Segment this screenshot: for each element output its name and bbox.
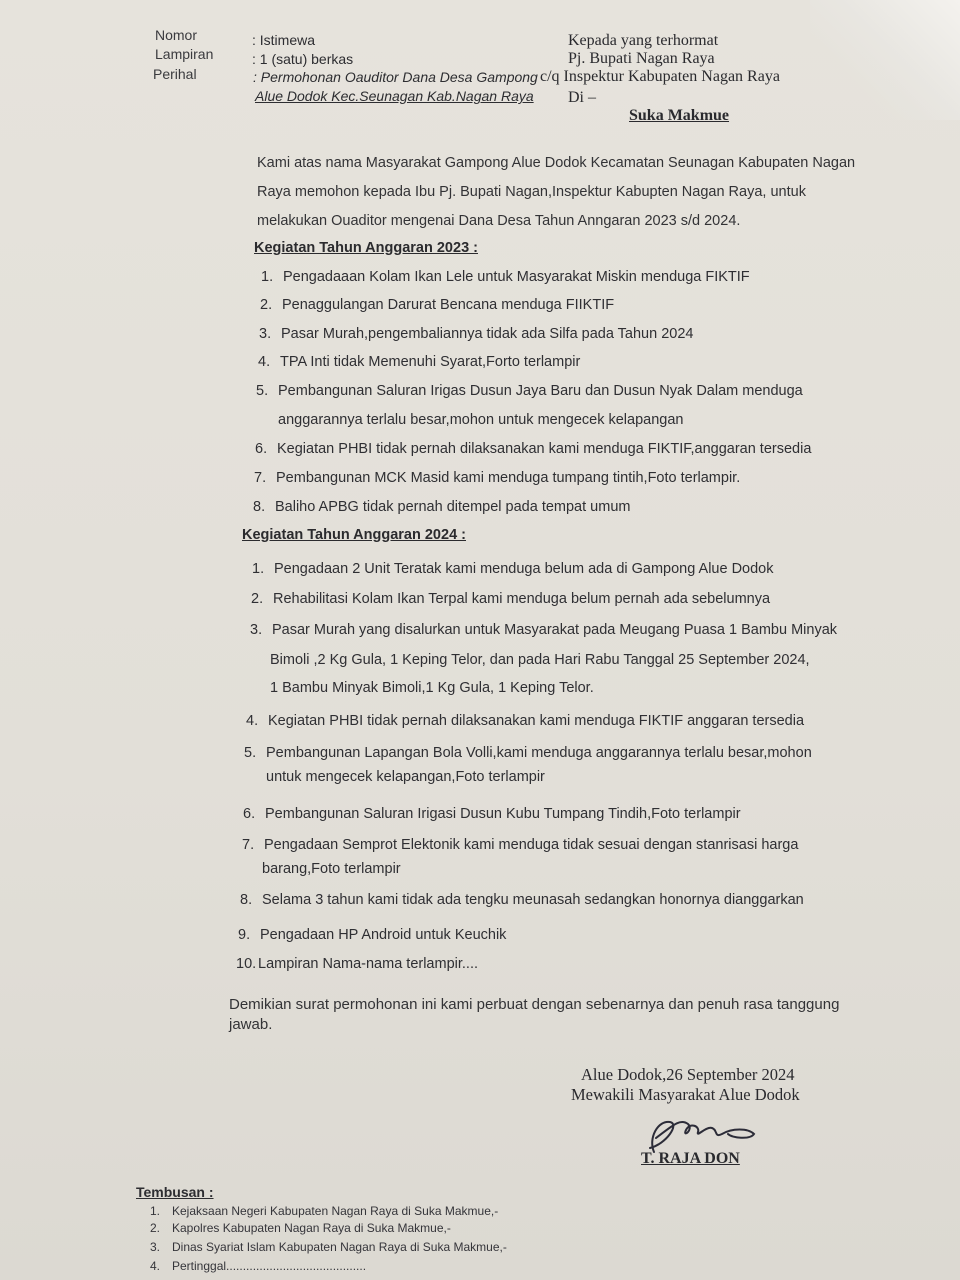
- tembusan-item: [150, 1259, 366, 1273]
- intro-line-2: Raya memohon kepada Ibu Pj. Bupati Nagan,Inspektur Kabupten Nagan Raya, untuk: [257, 184, 806, 200]
- item-2023-item: [260, 297, 614, 313]
- item-2023-item: [253, 499, 630, 515]
- item-2024-item-text: Pengadaan Semprot Elektonik kami menduga tidak sesuai dengan stanrisasi harga: [264, 837, 799, 853]
- recipient-line-1: Kepada yang terhormat: [568, 32, 719, 49]
- item-2023-item: [256, 383, 803, 399]
- perihal-line-2: Alue Dodok Kec.Seunagan Kab.Nagan Raya: [255, 88, 534, 104]
- item-2023-item: [261, 269, 750, 285]
- item-2023-item: [258, 354, 580, 370]
- perihal-label: Perihal: [153, 66, 197, 82]
- lampiran-label: Lampiran: [155, 46, 214, 62]
- item-2023-item: [255, 441, 811, 457]
- closing-line-1: Demikian surat permohonan ini kami perbuat dengan sebenarnya dan penuh rasa tanggung: [229, 996, 840, 1013]
- nomor-label: Nomor: [155, 27, 198, 43]
- item-2023-item: [254, 470, 740, 486]
- tembusan-item-number: 1.: [150, 1204, 161, 1218]
- item-2023-item-text: anggarannya terlalu besar,mohon untuk mengecek kelapangan: [278, 412, 684, 428]
- tembusan-item-number: 3.: [150, 1240, 161, 1254]
- item-2023-item-number: 7.: [254, 470, 267, 486]
- lampiran-value: : 1 (satu) berkas: [252, 51, 354, 67]
- item-2024-item-text: Bimoli ,2 Kg Gula, 1 Keping Telor, dan pada Hari Rabu Tanggal 25 September 2024,: [270, 652, 810, 668]
- tembusan-title: Tembusan :: [136, 1184, 214, 1200]
- section-2023-title: Kegiatan Tahun Anggaran 2023 :: [254, 240, 478, 256]
- item-2024-item: [240, 892, 804, 908]
- item-2023-item-number: 6.: [255, 441, 268, 457]
- tembusan-item-text: Kejaksaan Negeri Kabupaten Nagan Raya di Suka Makmue,-: [172, 1204, 499, 1218]
- item-2024-item-text: untuk mengecek kelapangan,Foto terlampir: [266, 769, 545, 785]
- item-2023-item: [259, 326, 693, 342]
- tembusan-item: [150, 1204, 498, 1218]
- item-2024-item: [242, 837, 798, 853]
- item-2024-item: [252, 561, 774, 577]
- item-2023-item-text: Pembangunan MCK Masid kami menduga tumpang tintih,Foto terlampir.: [276, 470, 741, 486]
- item-2024-item: [243, 806, 741, 822]
- signature-rep: Mewakili Masyarakat Alue Dodok: [571, 1085, 800, 1104]
- item-2023-item: [256, 412, 683, 428]
- item-2023-item-number: 5.: [256, 383, 269, 399]
- tembusan-item-text: Dinas Syariat Islam Kabupaten Nagan Raya di Suka Makmue,-: [172, 1240, 507, 1254]
- tembusan-item-number: 2.: [150, 1221, 161, 1235]
- item-2024-item: [236, 956, 478, 972]
- item-2024-item-text: Pengadaan HP Android untuk Keuchik: [260, 927, 507, 943]
- item-2024-item-text: Pasar Murah yang disalurkan untuk Masyarakat pada Meugang Puasa 1 Bambu Minyak: [272, 622, 838, 638]
- item-2023-item-number: 8.: [253, 499, 266, 515]
- item-2023-item-text: Penaggulangan Darurat Bencana menduga FIIKTIF: [282, 297, 615, 313]
- recipient-line-3: c/q Inspektur Kabupaten Nagan Raya: [540, 68, 780, 85]
- item-2024-item-number: 2.: [251, 591, 264, 607]
- tembusan-item-text: Pertinggal..........................................: [172, 1259, 367, 1273]
- item-2024-item-number: 5.: [244, 745, 257, 761]
- intro-line-3: melakukan Ouaditor mengenai Dana Desa Tahun Anngaran 2023 s/d 2024.: [257, 213, 741, 229]
- item-2023-item-number: 3.: [259, 326, 272, 342]
- recipient-place: Suka Makmue: [629, 107, 730, 124]
- item-2024-item: [246, 713, 804, 729]
- item-2024-item: [240, 861, 401, 877]
- section-2024-title: Kegiatan Tahun Anggaran 2024 :: [242, 527, 466, 543]
- item-2023-item-text: Pembangunan Saluran Irigas Dusun Jaya Baru dan Dusun Nyak Dalam menduga: [278, 383, 803, 399]
- item-2024-item-text: Rehabilitasi Kolam Ikan Terpal kami menduga belum pernah ada sebelumnya: [273, 591, 771, 607]
- item-2023-item-text: Pasar Murah,pengembaliannya tidak ada Silfa pada Tahun 2024: [281, 326, 694, 342]
- item-2024-item-number: 6.: [243, 806, 256, 822]
- item-2024-item-number: 8.: [240, 892, 253, 908]
- tembusan-item: [150, 1240, 507, 1254]
- signature-date: Alue Dodok,26 September 2024: [581, 1065, 795, 1084]
- recipient-line-2: Pj. Bupati Nagan Raya: [568, 50, 715, 67]
- item-2024-item: [244, 745, 812, 761]
- item-2023-item-number: 4.: [258, 354, 271, 370]
- item-2024-item: [238, 927, 506, 943]
- item-2024-item-text: Kegiatan PHBI tidak pernah dilaksanakan kami menduga FIKTIF anggaran tersedia: [268, 713, 805, 729]
- item-2024-item-text: Pembangunan Saluran Irigasi Dusun Kubu Tumpang Tindih,Foto terlampir: [265, 806, 741, 822]
- item-2023-item-number: 2.: [260, 297, 273, 313]
- item-2024-item-text: Pembangunan Lapangan Bola Volli,kami menduga anggarannya terlalu besar,mohon: [266, 745, 812, 761]
- item-2024-item-text: 1 Bambu Minyak Bimoli,1 Kg Gula, 1 Keping Telor.: [270, 680, 594, 696]
- item-2024-item: [244, 769, 545, 785]
- item-2024-item: [250, 622, 837, 638]
- item-2024-item-text: Lampiran Nama-nama terlampir....: [258, 956, 478, 972]
- item-2024-item-number: 7.: [242, 837, 255, 853]
- page-fold: [810, 0, 960, 120]
- item-2023-item-text: Pengadaaan Kolam Ikan Lele untuk Masyarakat Miskin menduga FIKTIF: [283, 269, 750, 285]
- item-2023-item-text: Kegiatan PHBI tidak pernah dilaksanakan kami menduga FIKTIF,anggaran tersedia: [277, 441, 812, 457]
- item-2024-item: [251, 591, 770, 607]
- perihal-line-1: : Permohonan Oauditor Dana Desa Gampong: [253, 69, 538, 85]
- intro-line-1: Kami atas nama Masyarakat Gampong Alue Dodok Kecamatan Seunagan Kabupaten Nagan: [257, 155, 856, 171]
- item-2024-item-text: Pengadaan 2 Unit Teratak kami menduga belum ada di Gampong Alue Dodok: [274, 561, 774, 577]
- item-2024-item-number: 3.: [250, 622, 263, 638]
- item-2023-item-text: Baliho APBG tidak pernah ditempel pada tempat umum: [275, 499, 631, 515]
- item-2024-item: [248, 652, 810, 668]
- tembusan-item: [150, 1221, 451, 1235]
- recipient-line-4: Di –: [568, 89, 596, 106]
- item-2023-item-number: 1.: [261, 269, 274, 285]
- signatory-name: T. RAJA DON: [641, 1150, 740, 1167]
- item-2024-item-number: 9.: [238, 927, 251, 943]
- tembusan-item-text: Kapolres Kabupaten Nagan Raya di Suka Makmue,-: [172, 1221, 451, 1235]
- item-2023-item-text: TPA Inti tidak Memenuhi Syarat,Forto terlampir: [280, 354, 581, 370]
- item-2024-item-text: Selama 3 tahun kami tidak ada tengku meunasah sedangkan honornya dianggarkan: [262, 892, 804, 908]
- closing-line-2: jawab.: [229, 1016, 273, 1033]
- item-2024-item: [248, 680, 594, 696]
- item-2024-item-text: barang,Foto terlampir: [262, 861, 401, 877]
- item-2024-item-number: 4.: [246, 713, 259, 729]
- tembusan-item-number: 4.: [150, 1259, 161, 1273]
- item-2024-item-number: 1.: [252, 561, 265, 577]
- nomor-value: : Istimewa: [252, 32, 316, 48]
- item-2024-item-number: 10.: [236, 956, 257, 972]
